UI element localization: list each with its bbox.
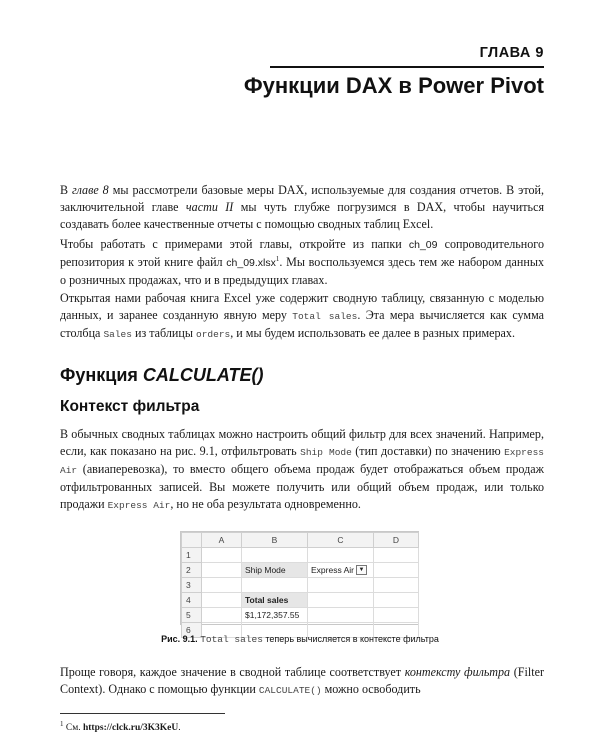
folder-name: ch_09 bbox=[408, 239, 438, 251]
table-row bbox=[182, 548, 419, 563]
column-header: D bbox=[374, 533, 419, 548]
text-run: , и мы будем использовать ее далее в разных примерах. bbox=[230, 326, 515, 340]
measure-value: $1,172,357.55 bbox=[242, 608, 308, 623]
paragraph-workbook bbox=[60, 290, 544, 343]
spreadsheet-figure bbox=[180, 531, 419, 635]
figure-caption bbox=[0, 634, 600, 645]
paragraph-filter bbox=[60, 426, 544, 514]
text-run: (тип доставки) по значению bbox=[351, 444, 505, 458]
filter-value: Express Air bbox=[311, 564, 354, 575]
spreadsheet-grid bbox=[181, 532, 419, 638]
chapter-title: Функции DAX в Power Pivot bbox=[243, 73, 544, 98]
cell bbox=[374, 578, 419, 593]
part-reference: части II bbox=[185, 200, 234, 214]
row-header: 6 bbox=[182, 623, 202, 638]
text-run: можно освободить bbox=[321, 682, 421, 696]
footnote bbox=[60, 719, 181, 733]
text-run: мы чуть глубже погрузимся в DAX, чтобы научиться создавать более качественные отчеты с помощью сводных таблиц Excel. bbox=[60, 200, 545, 231]
paragraph-context bbox=[60, 664, 544, 699]
text-run: . Эта мера вычисляется как сумма столбца bbox=[60, 308, 545, 340]
column-header-row bbox=[182, 533, 419, 548]
filter-dropdown-icon[interactable]: ▼ bbox=[356, 565, 367, 575]
table-row bbox=[182, 608, 419, 623]
cell bbox=[374, 563, 419, 578]
text-run: из таблицы bbox=[131, 326, 197, 340]
cell bbox=[202, 578, 242, 593]
cell bbox=[308, 593, 374, 608]
code-function: CALCULATE() bbox=[258, 685, 322, 696]
footnote-number: 1 bbox=[60, 719, 64, 728]
filter-field-label: Ship Mode bbox=[242, 563, 308, 578]
cell bbox=[242, 578, 308, 593]
chapter-label: ГЛАВА 9 bbox=[479, 45, 544, 61]
text-run: сопроводительного репозитория к этой книге файл bbox=[60, 237, 544, 269]
text-run: В обычных сводных таблицах можно настроить общий фильтр для всех значений. Например, если, как показано на рис. 9.1, отфильтровать bbox=[60, 427, 544, 458]
chapter-rule bbox=[270, 66, 544, 68]
table-row bbox=[182, 563, 419, 578]
cell bbox=[308, 548, 374, 563]
row-header: 2 bbox=[182, 563, 202, 578]
caption-code: Total sales bbox=[200, 634, 263, 645]
paragraph-files bbox=[60, 236, 544, 289]
row-header: 5 bbox=[182, 608, 202, 623]
cell bbox=[308, 608, 374, 623]
text-run: Проще говоря, каждое значение в сводной таблице соответствует bbox=[60, 665, 405, 679]
heading-function: CALCULATE() bbox=[142, 365, 264, 385]
paragraph-intro bbox=[60, 182, 544, 233]
cell bbox=[202, 563, 242, 578]
measure-header: Total sales bbox=[242, 593, 308, 608]
column-header: B bbox=[242, 533, 308, 548]
row-header: 1 bbox=[182, 548, 202, 563]
cell bbox=[202, 593, 242, 608]
footnote-link[interactable]: https://clck.ru/3K3KeU bbox=[82, 723, 179, 733]
cell bbox=[374, 608, 419, 623]
chapter-reference: главе 8 bbox=[72, 183, 109, 197]
text-run: , но не оба результата одновременно. bbox=[170, 497, 361, 511]
table-row bbox=[182, 593, 419, 608]
filter-value-cell[interactable] bbox=[308, 563, 374, 578]
footnote-prefix: См. bbox=[63, 723, 83, 733]
cell bbox=[374, 593, 419, 608]
table-row bbox=[182, 578, 419, 593]
code-column: Sales bbox=[103, 329, 132, 340]
footnote-suffix: . bbox=[178, 723, 181, 733]
subsection-heading: Контекст фильтра bbox=[60, 398, 200, 415]
column-header: A bbox=[202, 533, 242, 548]
text-run: Открытая нами рабочая книга Excel уже содержит сводную таблицу, связанную с моделью данных, и заранее созданную явную меру bbox=[60, 291, 544, 322]
text-run: (Filter Context). Однако с помощью функции bbox=[60, 665, 544, 696]
text-run: В bbox=[60, 183, 73, 197]
file-name: ch_09.xlsx bbox=[226, 257, 276, 269]
caption-text: теперь вычисляется в контексте фильтра bbox=[262, 634, 439, 644]
heading-prefix: Функция bbox=[60, 365, 143, 385]
code-measure: Total sales bbox=[292, 311, 358, 322]
footnote-rule bbox=[60, 713, 225, 714]
footnote-marker: 1 bbox=[275, 254, 280, 263]
cell bbox=[202, 548, 242, 563]
cell bbox=[202, 608, 242, 623]
cell bbox=[242, 548, 308, 563]
text-run: . Мы воспользуемся здесь тем же набором данных о розничных продажах, что и в предыдущих главах. bbox=[60, 255, 544, 287]
code-table: orders bbox=[196, 329, 231, 340]
caption-label: Рис. 9.1. bbox=[161, 634, 198, 644]
cell bbox=[374, 548, 419, 563]
text-run: (авиаперевозка), то вместо общего объема продаж будет отображаться объем продаж отфильтрованных записей. Вы можете получить или общий объем продаж, или только продажи bbox=[60, 462, 544, 511]
term: контексту фильтра bbox=[404, 665, 511, 679]
row-header: 3 bbox=[182, 578, 202, 593]
text-run: мы рассмотрели базовые меры DAX, используемые для создания отчетов. В этой, заключительной главе bbox=[60, 183, 545, 214]
row-header: 4 bbox=[182, 593, 202, 608]
corner-cell bbox=[182, 533, 202, 548]
code-value: Express Air bbox=[60, 447, 544, 476]
section-heading bbox=[60, 365, 264, 386]
column-header: C bbox=[308, 533, 374, 548]
text-run: Чтобы работать с примерами этой главы, откройте из папки bbox=[60, 237, 409, 251]
code-field: Ship Mode bbox=[300, 447, 352, 458]
code-value: Express Air bbox=[107, 500, 171, 511]
cell bbox=[308, 578, 374, 593]
